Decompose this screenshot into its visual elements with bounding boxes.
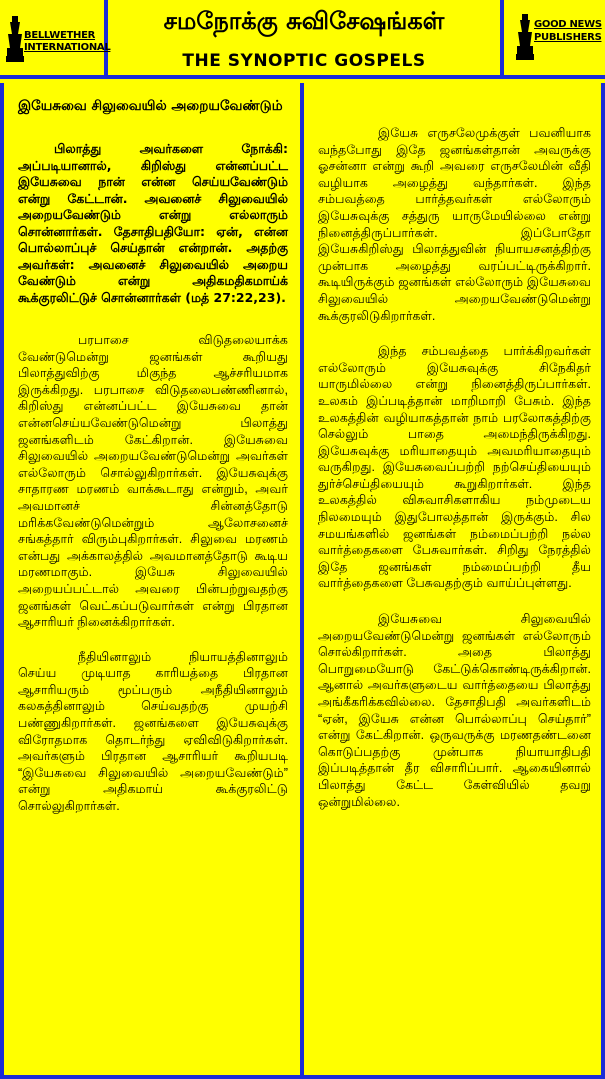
right-paragraph-2: இந்த சம்பவத்தை பார்க்கிறவர்கள் எல்லோரும் இயேசுவுக்கு சிநேகிதர் யாருமில்லை என்று நினைத்திருப்பார்கள். உலகம் இப்படித்தான் மாறிமாறி பேசும். இந்த உலகத்தின் வழியாகத்தான் நாம் பரலோகத்திற்கு செல்லும் பாதை அமைந்திருக்கிறது. இயேசுவுக்கு மரியாதையும் அவமரியாதையும் வருகிறது. இயேசுவைப்பற்றி நற்செய்தியையும் துர்ச்செய்தியையும் கூறுகிறார்கள். இந்த உலகத்தில் விசுவாசிகளாகிய நம்முடைய நிலமையும் இதுபோலத்தான் இருக்கும். சில சமயங்களில் ஜனங்கள் நம்மைப்பற்றி நல்ல வார்த்தைகளை பேசுவார்கள். சிறிது நேரத்தில் இதே ஜனங்கள் நம்மைப்பற்றி தீய வார்த்தைகளை பேசுவதற்கும் வாய்ப்புள்ளது. — [318, 344, 591, 591]
scripture-quote: பிலாத்து அவர்களை நோக்கி: அப்படியானால், கிறிஸ்து என்னப்பட்ட இயேசுவை நான் என்ன செய்யவேண்டும் என்று கேட்டான். அவனைச் சிலுவையில் அறையவேண்டும் என்று எல்லாரும் சொன்னார்கள். தேசாதிபதியோ: ஏன், என்ன பொல்லாப்புச் செய்தான் என்றான். அதற்கு அவர்கள்: அவனைச் சிலுவையில் அறைய வேண்டும் என்று அதிகமதிகமாய்க் கூக்குரலிட்டுச் சொன்னார்கள் (மத் 27:22,23). — [18, 141, 288, 305]
good-news-logo — [500, 0, 605, 79]
bottom-border — [0, 1075, 605, 1079]
right-column — [300, 83, 605, 1079]
good-news-logo-text — [534, 18, 602, 44]
left-paragraph-2: நீதியினாலும் நியாயத்தினாலும் செய்ய முடியாத காரியத்தை பிரதான ஆசாரியரும் மூப்பரும் அநீதியினாலும் கலகத்தினாலும் செய்வதற்கு முயற்சி பண்ணுகிறார்கள். ஜனங்களை இயேசுவுக்கு விரோதமாக தொடர்ந்து ஏவிவிடுகிறார்கள். அவர்களும் பிரதான ஆசாரியர் கூறியபடி “இயேசுவை சிலுவையில் அறையவேண்டும்” என்று அதிகமாய் கூக்குரலிட்டு சொல்லுகிறார்கள். — [18, 649, 288, 814]
good-news-line1: GOOD NEWS — [534, 19, 602, 30]
bellwether-logo — [0, 0, 111, 79]
title-box — [108, 0, 500, 79]
left-column — [0, 83, 300, 1079]
bellwether-line2: INTERNATIONAL — [24, 42, 111, 53]
bellwether-icon — [6, 14, 24, 66]
right-paragraph-1: இயேசு எருசலேமுக்குள் பவனியாக வந்தபோது இதே ஜனங்கள்தான் அவருக்கு ஓசன்னா என்று கூறி அவரை எருசலேமின் வீதி வழியாக அழைத்து வந்தார்கள். இந்த சம்பவத்தை பார்த்தவர்கள் எல்லோரும் இயேசுவுக்கு சத்துரு யாருமேயில்லை என்று நினைத்திருப்பார்கள். இப்போதோ இயேசுகிறிஸ்து பிலாத்துவின் நியாயசனத்திற்கு முன்பாக அழைத்து வரப்பட்டிருக்கிறார். கூடியிருக்கும் ஜனங்கள் எல்லோரும் இயேசுவை சிலுவையில் அறையவேண்டுமென்று கூக்குரலிடுகிறார்கள். — [318, 126, 591, 323]
article-heading: இயேசுவை சிலுவையில் அறையவேண்டும் — [18, 98, 283, 114]
left-paragraph-1: பரபாசை விடுதலையாக்க வேண்டுமென்று ஜனங்கள் கூறியது பிலாத்துவிற்கு மிகுந்த ஆச்சரியமாக இருக்கிறது. பரபாசை விடுதலைபண்ணினால், கிறிஸ்து என்னப்பட்ட இயேசுவை தான் என்னசெய்யவேண்டுமென்று பிலாத்து ஜனங்களிடம் கேட்கிறான். இயேசுவை சிலுவையில் அறையவேண்டுமென்று அவர்கள் எல்லோரும் சொல்லுகிறார்கள். இயேசுவுக்கு சாதாரண மரணம் வாக்கூடாது என்றும், அவர் அவமானச் சின்னத்தோடு மரிக்கவேண்டுமென்றும் ஆலோசனைச் சங்கத்தார் விரும்புகிறார்கள். சிலுவை மரணம் என்பது அக்காலத்தில் அவமானத்தோடு கூடிய மரணமாகும். இயேசு சிலுவையில் அறையப்பட்டால் அவரை பின்பற்றுவதற்கு ஜனங்கள் வெட்கப்படுவார்கள் என்று பிரதான ஆசாரியர் நினைக்கிறார்கள். — [18, 333, 288, 630]
page-title-tamil: சமநோக்கு சுவிசேஷங்கள் — [163, 7, 445, 35]
bellwether-logo-text — [24, 30, 110, 54]
bellwether-line1: BELLWETHER — [24, 30, 96, 41]
good-news-line2: PUBLISHERS — [534, 32, 602, 43]
right-paragraph-3: இயேசுவை சிலுவையில் அறையவேண்டுமென்று ஜனங்கள் எல்லோரும் சொல்கிறார்கள். அதை பிலாத்து பொறுமையோடு கேட்டுக்கொண்டிருக்கிறான். ஆனால் அவர்களுடைய வார்த்தையை பிலாத்து அங்கீகரிக்கவில்லை. தேசாதிபதி அவர்களிடம் “ஏன், இயேசு என்ன பொல்லாப்பு செய்தார்” என்று கேட்கிறான். ஒருவருக்கு மரணதண்டனை கொடுப்பதற்கு முன்பாக நியாயாதிபதி இப்படித்தான் தீர விசாரிப்பார். ஆகையினால் பிலாத்து கேட்ட கேள்வியில் தவறு ஒன்றுமில்லை. — [318, 612, 591, 809]
header — [0, 0, 605, 79]
good-news-icon — [516, 12, 534, 64]
page-title-english: THE SYNOPTIC GOSPELS — [182, 51, 426, 71]
